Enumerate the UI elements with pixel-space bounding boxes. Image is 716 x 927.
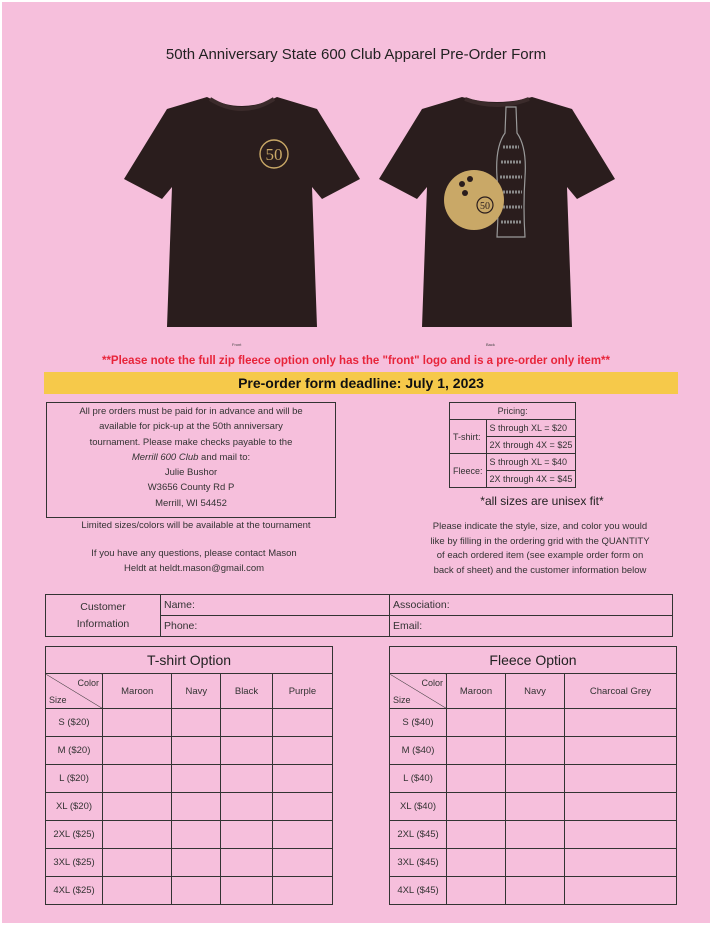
quantity-cell[interactable] — [506, 849, 565, 877]
contact-line: If you have any questions, please contact Mason — [91, 548, 297, 559]
quantity-cell[interactable] — [172, 737, 221, 765]
instruction-line: of each ordered item (see example order form on — [436, 550, 644, 561]
fleece-size-label: L ($40) — [390, 765, 447, 793]
quantity-cell[interactable] — [506, 877, 565, 905]
pricing-tshirt-small: S through XL = $20 — [486, 420, 576, 437]
quantity-cell[interactable] — [447, 849, 506, 877]
quantity-cell[interactable] — [447, 793, 506, 821]
fleece-size-label: M ($40) — [390, 737, 447, 765]
fleece-size-label: 2XL ($45) — [390, 821, 447, 849]
contact-note — [46, 546, 342, 576]
fleece-size-label: 4XL ($45) — [390, 877, 447, 905]
fleece-color-header: Maroon — [447, 674, 506, 709]
customer-label-line: Information — [76, 617, 130, 630]
tshirt-color-header: Black — [221, 674, 273, 709]
quantity-cell[interactable] — [103, 849, 172, 877]
fleece-color-header: Charcoal Grey — [565, 674, 677, 709]
pricing-fleece-small: S through XL = $40 — [486, 454, 576, 471]
quantity-cell[interactable] — [221, 877, 273, 905]
quantity-cell[interactable] — [221, 793, 273, 821]
quantity-cell[interactable] — [172, 709, 221, 737]
customer-info-label — [46, 595, 161, 637]
pricing-fleece-large: 2X through 4X = $45 — [486, 471, 576, 488]
phone-label: Phone: — [164, 620, 198, 632]
color-size-header — [46, 674, 103, 709]
quantity-cell[interactable] — [506, 821, 565, 849]
tshirt-size-label: L ($20) — [46, 765, 103, 793]
tshirt-size-label: XL ($20) — [46, 793, 103, 821]
unisex-note: *all sizes are unisex fit* — [480, 494, 604, 508]
quantity-cell[interactable] — [172, 877, 221, 905]
pricing-tshirt-large: 2X through 4X = $25 — [486, 437, 576, 454]
quantity-cell[interactable] — [506, 709, 565, 737]
mail-city: Merrill, WI 54452 — [155, 497, 227, 509]
quantity-cell[interactable] — [221, 821, 273, 849]
instruction-line: back of sheet) and the customer information below — [433, 564, 647, 576]
email-field[interactable] — [390, 616, 673, 637]
bowling-ball-graphic — [444, 170, 504, 230]
quantity-cell[interactable] — [565, 709, 677, 737]
quantity-cell[interactable] — [272, 877, 332, 905]
payment-line: All pre orders must be paid for in advance and will be — [79, 406, 303, 417]
quantity-cell[interactable] — [506, 765, 565, 793]
mail-name: Julie Bushor — [164, 467, 218, 479]
quantity-cell[interactable] — [272, 709, 332, 737]
quantity-cell[interactable] — [447, 877, 506, 905]
svg-text:50: 50 — [265, 145, 283, 164]
customer-info-table — [45, 594, 673, 637]
quantity-cell[interactable] — [221, 709, 273, 737]
back-tshirt-image — [377, 87, 617, 337]
quantity-cell[interactable] — [103, 765, 172, 793]
fleece-grid-title: Fleece Option — [390, 647, 677, 674]
quantity-cell[interactable] — [447, 737, 506, 765]
fleece-order-grid — [389, 646, 677, 905]
quantity-cell[interactable] — [565, 765, 677, 793]
color-header-label: Color — [421, 678, 443, 688]
quantity-cell[interactable] — [172, 765, 221, 793]
quantity-cell[interactable] — [272, 793, 332, 821]
quantity-cell[interactable] — [272, 849, 332, 877]
quantity-cell[interactable] — [172, 849, 221, 877]
quantity-cell[interactable] — [221, 737, 273, 765]
email-label: Email: — [393, 620, 423, 632]
contact-line: Heldt at heldt.mason@gmail.com — [123, 563, 265, 574]
fleece-size-label: S ($40) — [390, 709, 447, 737]
payment-line: available for pick-up at the 50th anniversary — [99, 421, 283, 433]
instructions — [395, 520, 685, 578]
association-field[interactable] — [390, 595, 673, 616]
form-title: 50th Anniversary State 600 Club Apparel Pre-Order Form — [165, 46, 547, 63]
fleece-size-label: 3XL ($45) — [390, 849, 447, 877]
back-caption: Back — [486, 342, 495, 347]
quantity-cell[interactable] — [565, 877, 677, 905]
size-header-label: Size — [393, 695, 411, 705]
quantity-cell[interactable] — [272, 821, 332, 849]
name-field[interactable] — [161, 595, 390, 616]
pricing-fleece-label: Fleece: — [450, 454, 487, 488]
payment-info-box — [46, 402, 336, 518]
quantity-cell[interactable] — [565, 849, 677, 877]
instruction-line: Please indicate the style, size, and color you would — [432, 521, 648, 532]
quantity-cell[interactable] — [172, 793, 221, 821]
quantity-cell[interactable] — [172, 821, 221, 849]
quantity-cell[interactable] — [565, 821, 677, 849]
svg-text:50: 50 — [480, 201, 490, 212]
tshirt-size-label: 2XL ($25) — [46, 821, 103, 849]
payment-line: tournament. Please make checks payable to the — [89, 436, 293, 448]
quantity-cell[interactable] — [221, 849, 273, 877]
quantity-cell[interactable] — [447, 709, 506, 737]
quantity-cell[interactable] — [272, 737, 332, 765]
name-label: Name: — [164, 599, 195, 611]
phone-field[interactable] — [161, 616, 390, 637]
tshirt-size-label: 3XL ($25) — [46, 849, 103, 877]
color-size-header — [390, 674, 447, 709]
quantity-cell[interactable] — [447, 821, 506, 849]
quantity-cell[interactable] — [565, 793, 677, 821]
quantity-cell[interactable] — [103, 709, 172, 737]
quantity-cell[interactable] — [103, 737, 172, 765]
quantity-cell[interactable] — [565, 737, 677, 765]
pricing-title: Pricing: — [450, 403, 576, 420]
tshirt-color-header: Navy — [172, 674, 221, 709]
instruction-line: like by filling in the ordering grid with the QUANTITY — [430, 535, 650, 547]
quantity-cell[interactable] — [103, 793, 172, 821]
tshirt-size-label: 4XL ($25) — [46, 877, 103, 905]
club-name: Merrill 600 Club — [131, 451, 199, 463]
association-label: Association: — [393, 599, 450, 611]
tshirt-order-grid — [45, 646, 333, 905]
quantity-cell[interactable] — [447, 765, 506, 793]
front-caption: Front — [232, 342, 242, 347]
front-tshirt-image — [122, 87, 362, 337]
quantity-cell[interactable] — [103, 821, 172, 849]
size-header-label: Size — [49, 695, 67, 705]
quantity-cell[interactable] — [221, 765, 273, 793]
mail-street: W3656 County Rd P — [147, 482, 235, 494]
payment-line — [47, 450, 335, 465]
quantity-cell[interactable] — [506, 793, 565, 821]
tshirt-color-header: Maroon — [103, 674, 172, 709]
fleece-size-label: XL ($40) — [390, 793, 447, 821]
quantity-cell[interactable] — [506, 737, 565, 765]
customer-label-line: Customer — [80, 600, 126, 613]
deadline-banner: Pre-order form deadline: July 1, 2023 — [44, 372, 678, 394]
tshirt-grid-title: T-shirt Option — [46, 647, 333, 674]
fleece-color-header: Navy — [506, 674, 565, 709]
fleece-note: **Please note the full zip fleece option only has the "front" logo and is a pre-order only item** — [101, 355, 611, 367]
limited-sizes-note: Limited sizes/colors will be available at the tournament — [81, 520, 311, 531]
order-form-page — [2, 2, 710, 923]
tshirt-size-label: S ($20) — [46, 709, 103, 737]
payment-line-rest: and mail to: — [198, 451, 251, 463]
color-header-label: Color — [77, 678, 99, 688]
quantity-cell[interactable] — [103, 877, 172, 905]
pricing-table — [449, 402, 576, 488]
tshirt-color-header: Purple — [272, 674, 332, 709]
tshirt-size-label: M ($20) — [46, 737, 103, 765]
quantity-cell[interactable] — [272, 765, 332, 793]
pricing-tshirt-label: T-shirt: — [450, 420, 487, 454]
